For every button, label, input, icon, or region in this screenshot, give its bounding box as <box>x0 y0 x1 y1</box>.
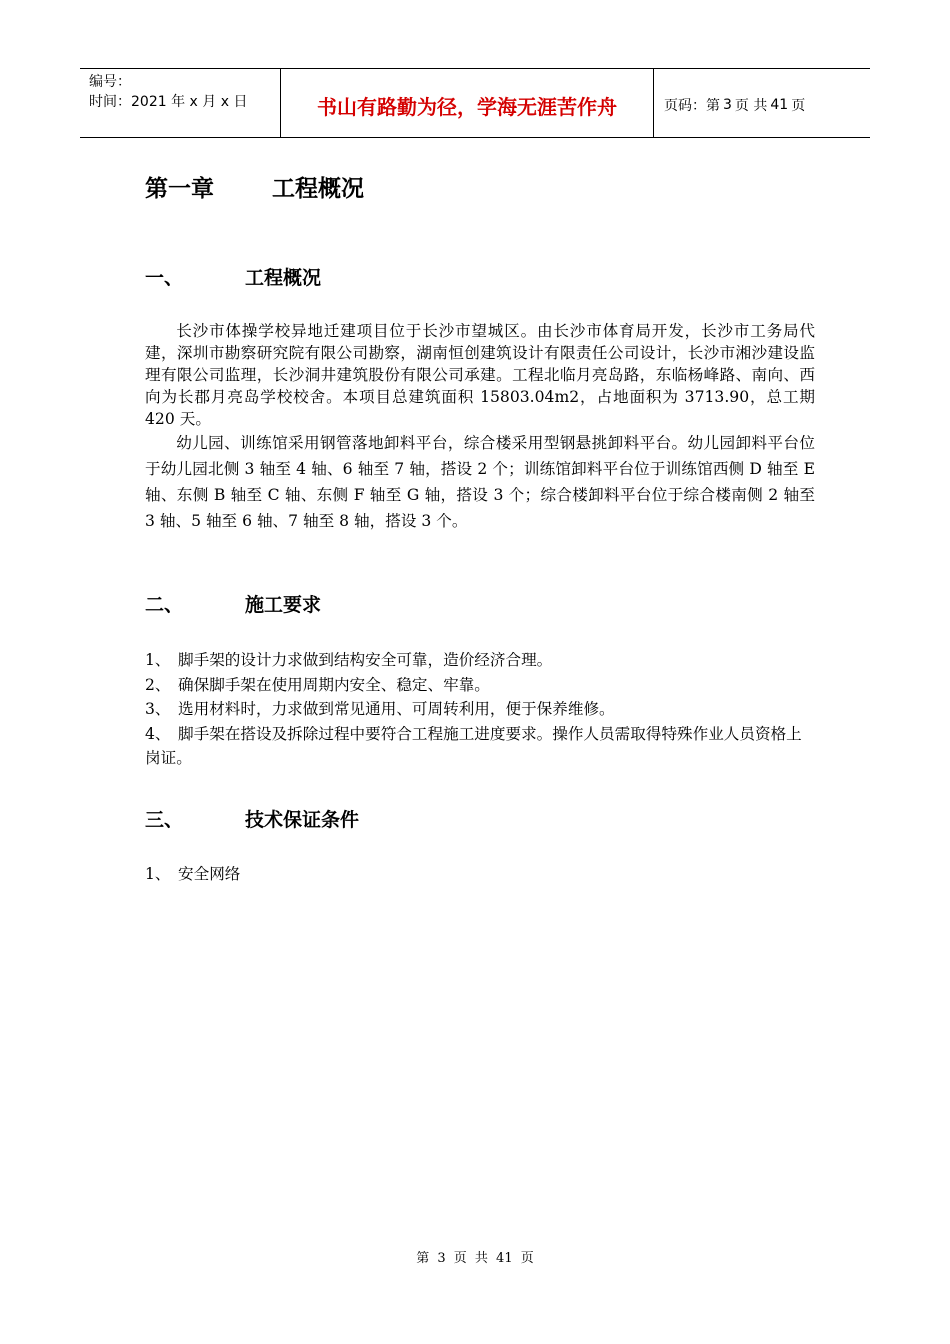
list-item: 3、 选用材料时，力求做到常见通用、可周转利用，便于保养维修。 <box>145 700 615 718</box>
page-header <box>80 68 870 138</box>
header-page-info <box>654 69 870 137</box>
header-number-label: 编号： <box>89 74 131 90</box>
section-number: 二、 <box>145 594 184 616</box>
section-title: 技术保证条件 <box>245 809 360 831</box>
page-prefix: 页码：第 <box>664 98 720 114</box>
list-item: 1、 安全网络 <box>145 865 241 883</box>
page-suffix: 页 <box>791 98 806 114</box>
list-item: 2、 确保脚手架在使用周期内安全、稳定、牢靠。 <box>145 675 490 694</box>
paragraph-text: 长沙市体操学校异地迁建项目位于长沙市望城区。由长沙市体育局开发，长沙市工务局代建，深圳市勘察研究院有限公司勘察，湖南恒创建筑设计有限责任公司设计，长沙市湘沙建设监理有限公司监理，长沙洞井建筑股份有限公司承建。工程北临月亮岛路，东临杨峰路、南向、西向为长郡月亮岛学校校舍。本项目总建筑面积 15803.04m2，占地面积为 3713.90，总工期 420 天。 <box>145 322 815 428</box>
overview-paragraph-2 <box>145 430 815 534</box>
page-mid: 页 共 <box>734 98 768 114</box>
page-total: 41 <box>770 97 789 113</box>
header-meta-cell <box>80 69 281 137</box>
chapter-heading <box>145 170 364 203</box>
paragraph-text: 幼儿园、训练馆采用钢管落地卸料平台，综合楼采用型钢悬挑卸料平台。幼儿园卸料平台位于幼儿园北侧 3 轴至 4 轴、6 轴至 7 轴，搭设 2 个；训练馆卸料平台位于训练馆西侧 D 轴至 E 轴、东侧 B 轴至 C 轴、东侧 F 轴至 G 轴，搭设 3 个；综合楼卸料平台位于综合楼南侧 2 轴至 3 轴、5 轴至 6 轴、7 轴至 8 轴，搭设 3 个。 <box>145 434 815 530</box>
header-time-label: 时间：2021 年 x 月 x 日 <box>89 94 248 110</box>
section-heading-3 <box>145 805 359 832</box>
page-current: 3 <box>723 97 732 113</box>
section-title: 施工要求 <box>245 594 322 616</box>
guarantee-list <box>145 862 815 887</box>
section-heading-2 <box>145 590 321 617</box>
section-number: 三、 <box>145 809 184 831</box>
section-heading-1 <box>145 263 321 290</box>
header-motto: 书山有路勤为径，学海无涯苦作舟 <box>281 69 654 137</box>
requirements-list <box>145 648 815 771</box>
section-title: 工程概况 <box>245 267 322 289</box>
chapter-number: 第一章 <box>145 176 214 202</box>
page-footer: 第 3 页 共 41 页 <box>416 1251 534 1266</box>
section-number: 一、 <box>145 267 184 289</box>
list-item: 1、 脚手架的设计力求做到结构安全可靠，造价经济合理。 <box>145 651 553 669</box>
overview-paragraph-1 <box>145 320 815 430</box>
list-item: 4、 脚手架在搭设及拆除过程中要符合工程施工进度要求。操作人员需取得特殊作业人员资格上岗证。 <box>145 724 802 767</box>
chapter-title: 工程概况 <box>272 176 364 202</box>
